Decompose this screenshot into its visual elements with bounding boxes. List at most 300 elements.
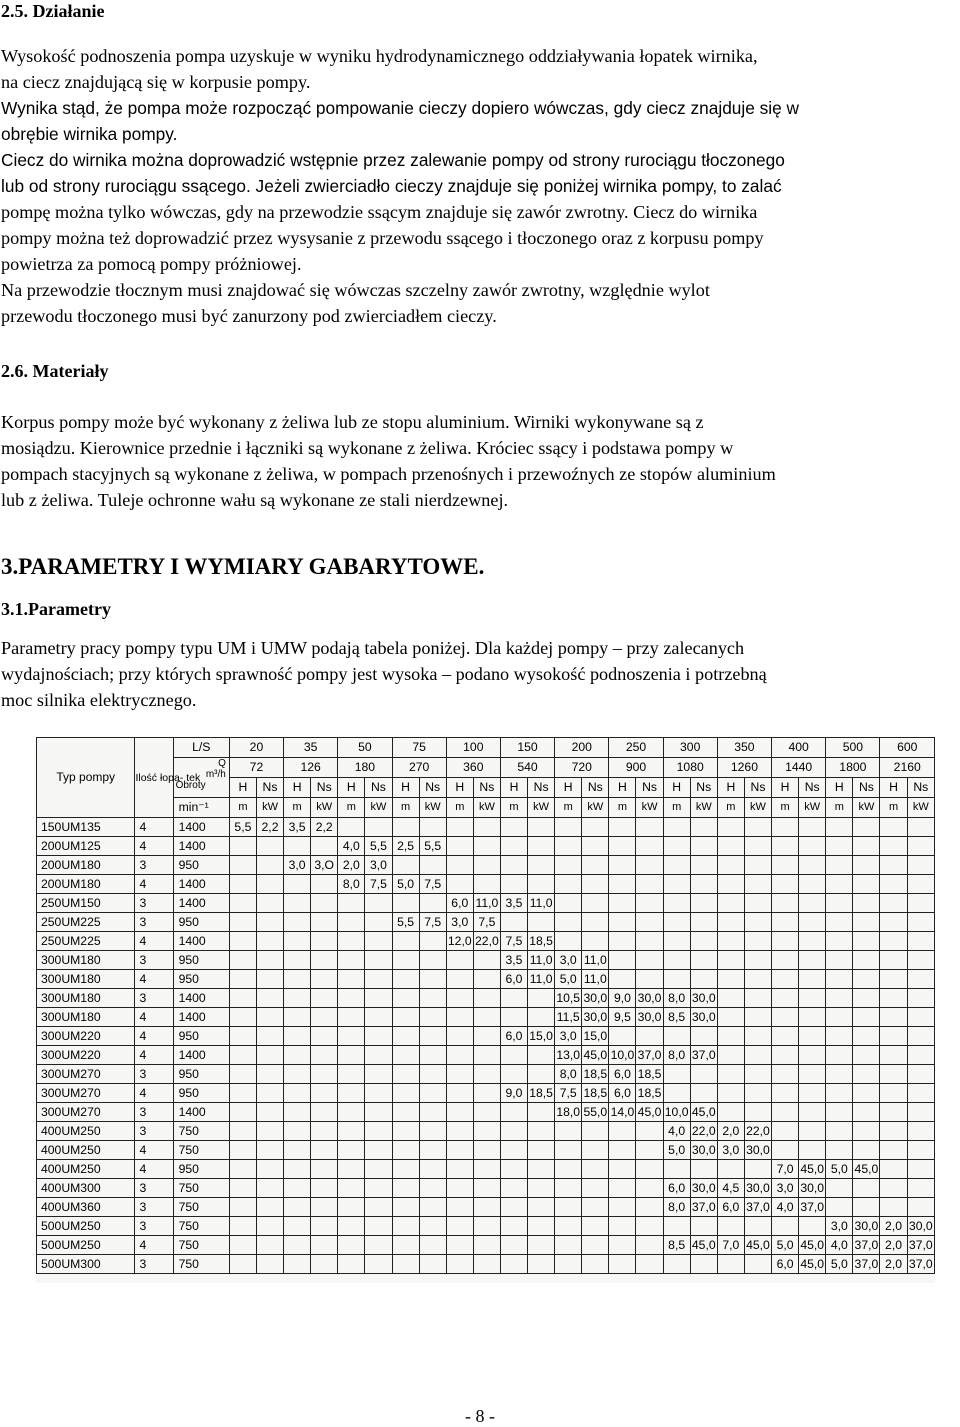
- value-cell: [555, 1217, 582, 1236]
- value-cell: [338, 1255, 365, 1274]
- header-h: H: [284, 778, 311, 798]
- value-cell: [636, 913, 663, 932]
- value-cell: [284, 1160, 311, 1179]
- value-cell: [338, 1046, 365, 1065]
- value-cell: [907, 875, 934, 894]
- value-cell: [256, 1008, 283, 1027]
- value-cell: 3,O: [311, 856, 338, 875]
- value-cell: [500, 989, 527, 1008]
- value-cell: [907, 970, 934, 989]
- value-cell: [338, 1179, 365, 1198]
- rpm-cell: 950: [173, 1065, 229, 1084]
- value-cell: [744, 1103, 771, 1122]
- value-cell: [744, 1046, 771, 1065]
- value-cell: [392, 894, 419, 913]
- value-cell: 11,0: [582, 970, 609, 989]
- value-cell: 22,0: [473, 932, 500, 951]
- value-cell: [663, 913, 690, 932]
- value-cell: [636, 818, 663, 837]
- value-cell: [311, 1103, 338, 1122]
- rpm-cell: 750: [173, 1141, 229, 1160]
- value-cell: 30,0: [744, 1141, 771, 1160]
- value-cell: 7,5: [419, 913, 446, 932]
- value-cell: [717, 951, 744, 970]
- value-cell: [528, 1008, 555, 1027]
- value-cell: [338, 1103, 365, 1122]
- value-cell: [744, 894, 771, 913]
- value-cell: [392, 970, 419, 989]
- value-cell: [229, 1198, 256, 1217]
- value-cell: [717, 913, 744, 932]
- value-cell: [690, 1160, 717, 1179]
- value-cell: [284, 875, 311, 894]
- paragraph-dzialanie: [1, 43, 953, 329]
- column-header-typ: Typ pompy: [37, 738, 135, 818]
- header-ns: Ns: [799, 778, 826, 798]
- value-cell: 45,0: [636, 1103, 663, 1122]
- value-cell: 2,0: [717, 1122, 744, 1141]
- value-cell: [826, 1141, 853, 1160]
- header-q-value: 2160: [880, 758, 935, 778]
- value-cell: 22,0: [690, 1122, 717, 1141]
- value-cell: [446, 1217, 473, 1236]
- header-m: m: [284, 798, 311, 818]
- value-cell: [365, 1255, 392, 1274]
- value-cell: 9,5: [609, 1008, 636, 1027]
- value-cell: [419, 1160, 446, 1179]
- value-cell: [473, 1236, 500, 1255]
- value-cell: [256, 875, 283, 894]
- value-cell: [256, 1217, 283, 1236]
- value-cell: [582, 1236, 609, 1255]
- value-cell: [229, 1122, 256, 1141]
- value-cell: [473, 1198, 500, 1217]
- value-cell: [717, 875, 744, 894]
- value-cell: [311, 1027, 338, 1046]
- table-row: [37, 894, 935, 913]
- value-cell: [473, 989, 500, 1008]
- value-cell: [338, 1122, 365, 1141]
- header-ls-value: 75: [392, 738, 446, 758]
- value-cell: [744, 1160, 771, 1179]
- value-cell: [473, 1046, 500, 1065]
- value-cell: [392, 1084, 419, 1103]
- value-cell: 30,0: [853, 1217, 880, 1236]
- pump-type-cell: 500UM300: [37, 1255, 135, 1274]
- value-cell: [500, 1217, 527, 1236]
- value-cell: [419, 1046, 446, 1065]
- value-cell: [284, 1008, 311, 1027]
- value-cell: [365, 818, 392, 837]
- value-cell: 45,0: [853, 1160, 880, 1179]
- blade-count-cell: 3: [135, 1255, 173, 1274]
- value-cell: [284, 1046, 311, 1065]
- pump-type-cell: 500UM250: [37, 1217, 135, 1236]
- value-cell: [744, 818, 771, 837]
- value-cell: [256, 894, 283, 913]
- value-cell: [446, 1122, 473, 1141]
- header-kw: kW: [853, 798, 880, 818]
- value-cell: [826, 1198, 853, 1217]
- value-cell: [256, 1141, 283, 1160]
- header-h: H: [446, 778, 473, 798]
- value-cell: [392, 1255, 419, 1274]
- value-cell: 30,0: [690, 1141, 717, 1160]
- value-cell: [392, 856, 419, 875]
- blade-count-cell: 3: [135, 989, 173, 1008]
- value-cell: 8,5: [663, 1008, 690, 1027]
- header-m: m: [555, 798, 582, 818]
- value-cell: [853, 1141, 880, 1160]
- value-cell: [880, 1198, 907, 1217]
- value-cell: [772, 837, 799, 856]
- value-cell: [880, 894, 907, 913]
- value-cell: [799, 1217, 826, 1236]
- value-cell: 2,0: [880, 1255, 907, 1274]
- value-cell: [609, 1027, 636, 1046]
- rpm-cell: 1400: [173, 932, 229, 951]
- header-m: m: [880, 798, 907, 818]
- value-cell: [636, 970, 663, 989]
- header-kw: kW: [473, 798, 500, 818]
- value-cell: [473, 970, 500, 989]
- value-cell: [555, 932, 582, 951]
- value-cell: [555, 837, 582, 856]
- header-ls-value: 600: [880, 738, 935, 758]
- value-cell: 18,5: [582, 1084, 609, 1103]
- value-cell: [311, 913, 338, 932]
- value-cell: [392, 932, 419, 951]
- value-cell: 11,0: [528, 894, 555, 913]
- value-cell: 5,0: [555, 970, 582, 989]
- value-cell: 8,5: [663, 1236, 690, 1255]
- value-cell: [609, 951, 636, 970]
- value-cell: [256, 1160, 283, 1179]
- value-cell: [744, 932, 771, 951]
- value-cell: [500, 1160, 527, 1179]
- header-ns: Ns: [311, 778, 338, 798]
- parameters-table: [36, 737, 935, 1283]
- label-ls: L/S: [173, 738, 229, 758]
- value-cell: 6,0: [772, 1255, 799, 1274]
- header-ns: Ns: [582, 778, 609, 798]
- value-cell: [582, 894, 609, 913]
- value-cell: [555, 1160, 582, 1179]
- value-cell: [311, 894, 338, 913]
- table-row: [37, 856, 935, 875]
- header-ls-value: 300: [663, 738, 717, 758]
- value-cell: [799, 1141, 826, 1160]
- header-m: m: [663, 798, 690, 818]
- value-cell: 3,0: [284, 856, 311, 875]
- value-cell: [446, 1198, 473, 1217]
- header-h: H: [338, 778, 365, 798]
- value-cell: 4,5: [717, 1179, 744, 1198]
- value-cell: [907, 856, 934, 875]
- value-cell: [555, 1179, 582, 1198]
- value-cell: 37,0: [853, 1255, 880, 1274]
- value-cell: [229, 951, 256, 970]
- text-line: lub z żeliwa. Tuleje ochronne wału są wykonane ze stali nierdzewnej.: [1, 490, 509, 510]
- value-cell: 10,0: [609, 1046, 636, 1065]
- value-cell: [826, 913, 853, 932]
- value-cell: [256, 1084, 283, 1103]
- value-cell: [663, 875, 690, 894]
- value-cell: [365, 1027, 392, 1046]
- value-cell: [826, 894, 853, 913]
- value-cell: [663, 856, 690, 875]
- table-row: [37, 970, 935, 989]
- value-cell: 5,5: [365, 837, 392, 856]
- rpm-cell: 750: [173, 1198, 229, 1217]
- pump-type-cell: 250UM225: [37, 913, 135, 932]
- value-cell: 6,0: [500, 1027, 527, 1046]
- value-cell: [555, 1141, 582, 1160]
- value-cell: [473, 1065, 500, 1084]
- value-cell: [880, 1084, 907, 1103]
- value-cell: [284, 1122, 311, 1141]
- value-cell: 5,0: [392, 875, 419, 894]
- value-cell: [799, 970, 826, 989]
- value-cell: [636, 875, 663, 894]
- header-kw: kW: [582, 798, 609, 818]
- value-cell: [528, 1141, 555, 1160]
- value-cell: [663, 1065, 690, 1084]
- value-cell: [717, 1217, 744, 1236]
- value-cell: 6,0: [609, 1084, 636, 1103]
- value-cell: 18,5: [636, 1065, 663, 1084]
- blade-count-cell: 3: [135, 951, 173, 970]
- value-cell: [229, 1141, 256, 1160]
- text-line: wydajnościach; przy których sprawność pompy jest wysoka – podano wysokość podnoszenia i potrzebną: [1, 664, 767, 684]
- value-cell: 8,0: [338, 875, 365, 894]
- value-cell: [446, 1065, 473, 1084]
- value-cell: [744, 951, 771, 970]
- value-cell: 9,0: [500, 1084, 527, 1103]
- table-row: [37, 1046, 935, 1065]
- value-cell: 7,0: [772, 1160, 799, 1179]
- value-cell: 7,5: [419, 875, 446, 894]
- value-cell: [690, 913, 717, 932]
- value-cell: [609, 1141, 636, 1160]
- value-cell: [717, 1027, 744, 1046]
- value-cell: [528, 1122, 555, 1141]
- value-cell: [582, 1122, 609, 1141]
- value-cell: [311, 1179, 338, 1198]
- value-cell: [799, 837, 826, 856]
- value-cell: [284, 1255, 311, 1274]
- value-cell: [419, 951, 446, 970]
- value-cell: [582, 1198, 609, 1217]
- value-cell: [365, 1103, 392, 1122]
- value-cell: [338, 1217, 365, 1236]
- value-cell: [609, 818, 636, 837]
- value-cell: [229, 989, 256, 1008]
- value-cell: [311, 1255, 338, 1274]
- value-cell: [338, 1065, 365, 1084]
- value-cell: [311, 1046, 338, 1065]
- value-cell: [528, 1046, 555, 1065]
- value-cell: 12,0: [446, 932, 473, 951]
- value-cell: [717, 1103, 744, 1122]
- value-cell: 30,0: [582, 989, 609, 1008]
- value-cell: [853, 1008, 880, 1027]
- value-cell: [392, 1103, 419, 1122]
- pump-type-cell: 250UM150: [37, 894, 135, 913]
- value-cell: [365, 970, 392, 989]
- header-kw: kW: [799, 798, 826, 818]
- value-cell: 30,0: [744, 1179, 771, 1198]
- header-kw: kW: [907, 798, 934, 818]
- table-row: [37, 1141, 935, 1160]
- value-cell: [880, 1179, 907, 1198]
- value-cell: [365, 913, 392, 932]
- value-cell: [880, 1046, 907, 1065]
- text-line: moc silnika elektrycznego.: [1, 690, 197, 710]
- value-cell: [772, 970, 799, 989]
- header-ns: Ns: [744, 778, 771, 798]
- text-line: pompy można też doprowadzić przez wysysanie z przewodu ssącego i tłoczonego oraz z korpusu pompy: [1, 228, 764, 248]
- value-cell: [338, 951, 365, 970]
- value-cell: [419, 970, 446, 989]
- value-cell: [419, 1122, 446, 1141]
- rpm-cell: 1400: [173, 989, 229, 1008]
- value-cell: [690, 856, 717, 875]
- value-cell: [473, 1084, 500, 1103]
- value-cell: [826, 1008, 853, 1027]
- header-q-value: 180: [338, 758, 392, 778]
- header-ns: Ns: [365, 778, 392, 798]
- value-cell: [419, 1236, 446, 1255]
- value-cell: [690, 875, 717, 894]
- text-line: pompach stacyjnych są wykonane z żeliwa, w pompach przenośnych i przewoźnych ze stopów aluminium: [1, 464, 776, 484]
- value-cell: [880, 932, 907, 951]
- value-cell: [311, 1141, 338, 1160]
- value-cell: 11,0: [473, 894, 500, 913]
- page-number: - 8 -: [465, 1406, 495, 1426]
- value-cell: 14,0: [609, 1103, 636, 1122]
- value-cell: [880, 1027, 907, 1046]
- value-cell: [392, 1217, 419, 1236]
- value-cell: [907, 932, 934, 951]
- value-cell: 2,5: [392, 837, 419, 856]
- value-cell: [500, 1065, 527, 1084]
- value-cell: [690, 1217, 717, 1236]
- value-cell: [446, 1084, 473, 1103]
- value-cell: [528, 1160, 555, 1179]
- value-cell: [256, 1236, 283, 1255]
- value-cell: [880, 913, 907, 932]
- value-cell: 7,0: [717, 1236, 744, 1255]
- text-line: przewodu tłoczonego musi być zanurzony pod zwierciadłem cieczy.: [1, 306, 497, 326]
- value-cell: 2,2: [256, 818, 283, 837]
- blade-count-cell: 4: [135, 1008, 173, 1027]
- value-cell: [284, 1198, 311, 1217]
- value-cell: [446, 856, 473, 875]
- value-cell: 8,0: [663, 989, 690, 1008]
- value-cell: [609, 932, 636, 951]
- value-cell: [528, 1065, 555, 1084]
- rpm-cell: 750: [173, 1255, 229, 1274]
- value-cell: [717, 989, 744, 1008]
- value-cell: [582, 1217, 609, 1236]
- value-cell: [446, 875, 473, 894]
- value-cell: [853, 989, 880, 1008]
- value-cell: 10,0: [663, 1103, 690, 1122]
- header-ls-value: 400: [772, 738, 826, 758]
- value-cell: [473, 1141, 500, 1160]
- table-row: [37, 1008, 935, 1027]
- value-cell: [392, 1065, 419, 1084]
- header-h: H: [880, 778, 907, 798]
- header-q-value: 540: [500, 758, 554, 778]
- value-cell: [717, 1065, 744, 1084]
- value-cell: 6,0: [663, 1179, 690, 1198]
- value-cell: [907, 818, 934, 837]
- value-cell: [473, 1217, 500, 1236]
- value-cell: [500, 837, 527, 856]
- value-cell: [500, 1046, 527, 1065]
- value-cell: [229, 1103, 256, 1122]
- value-cell: [419, 932, 446, 951]
- value-cell: [500, 1236, 527, 1255]
- value-cell: [555, 875, 582, 894]
- blade-count-cell: 4: [135, 818, 173, 837]
- value-cell: [826, 1103, 853, 1122]
- rpm-cell: 950: [173, 951, 229, 970]
- value-cell: [419, 1217, 446, 1236]
- value-cell: [365, 932, 392, 951]
- value-cell: [799, 1122, 826, 1141]
- header-q-value: 72: [229, 758, 283, 778]
- value-cell: 37,0: [636, 1046, 663, 1065]
- value-cell: [419, 1198, 446, 1217]
- text-line: na ciecz znajdującą się w korpusie pompy.: [1, 72, 311, 92]
- header-q-value: 1260: [717, 758, 771, 778]
- value-cell: [609, 970, 636, 989]
- value-cell: [473, 818, 500, 837]
- value-cell: [365, 1179, 392, 1198]
- table-row: [37, 1217, 935, 1236]
- value-cell: [582, 1160, 609, 1179]
- value-cell: [473, 1103, 500, 1122]
- header-ls-value: 500: [826, 738, 880, 758]
- value-cell: [500, 1122, 527, 1141]
- value-cell: [690, 1065, 717, 1084]
- value-cell: [690, 1027, 717, 1046]
- rpm-cell: 950: [173, 1027, 229, 1046]
- value-cell: 15,0: [528, 1027, 555, 1046]
- value-cell: [772, 989, 799, 1008]
- value-cell: [609, 1160, 636, 1179]
- value-cell: [582, 837, 609, 856]
- value-cell: [690, 951, 717, 970]
- value-cell: [419, 818, 446, 837]
- value-cell: [446, 1103, 473, 1122]
- rpm-cell: 1400: [173, 1103, 229, 1122]
- value-cell: [392, 1027, 419, 1046]
- value-cell: [690, 1084, 717, 1103]
- pump-type-cell: 400UM250: [37, 1122, 135, 1141]
- text-line: Na przewodzie tłocznym musi znajdować się wówczas szczelny zawór zwrotny, względnie wylot: [1, 280, 710, 300]
- blade-count-cell: 4: [135, 1027, 173, 1046]
- value-cell: [500, 1141, 527, 1160]
- value-cell: [528, 1103, 555, 1122]
- value-cell: 18,5: [582, 1065, 609, 1084]
- value-cell: [853, 894, 880, 913]
- rpm-cell: 750: [173, 1122, 229, 1141]
- value-cell: 3,0: [772, 1179, 799, 1198]
